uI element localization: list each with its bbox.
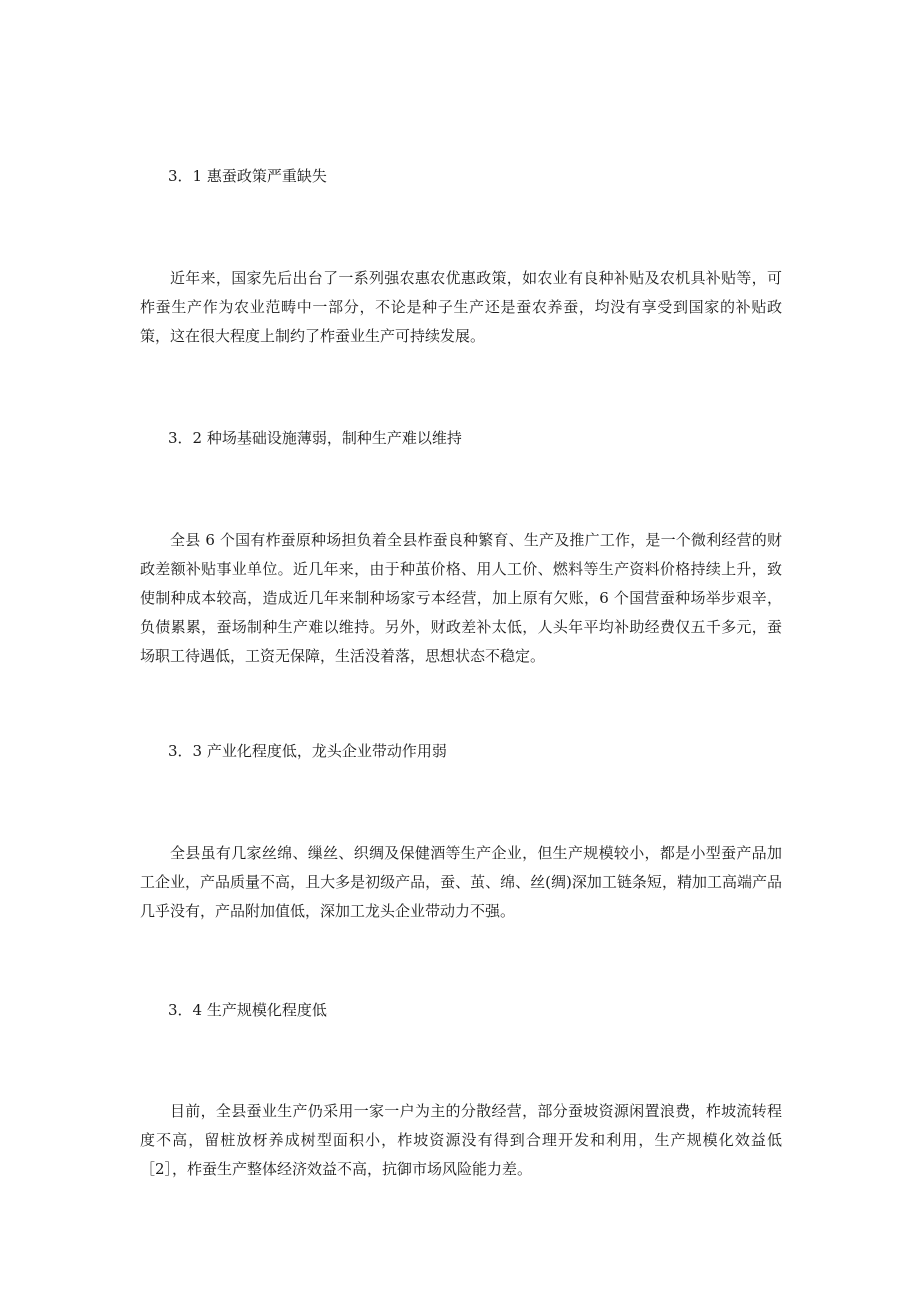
section-heading-3-2: 3．2 种场基础设施薄弱，制种生产难以维持 bbox=[168, 429, 462, 447]
section-paragraph-3-2: 全县 6 个国有柞蚕原种场担负着全县柞蚕良种繁育、生产及推广工作，是一个微利经营的财政差额补贴事业单位。近几年来，由于种茧价格、用人工价、燃料等生产资料价格持续上升，致使制种成本较高，造成近几年来制种场家亏本经营，加上原有欠账，6 个国营蚕种场举步艰辛，负债累累，蚕场制种生产难以维持。另外，财政差补太低，人头年平均补助经费仅五千多元，蚕场职工待遇低，工资无保障，生活没着落，思想状态不稳定。 bbox=[140, 531, 782, 665]
section-paragraph-3-4: 目前，全县蚕业生产仍采用一家一户为主的分散经营，部分蚕坡资源闲置浪费，柞坡流转程度不高，留桩放枒养成树型面积小，柞坡资源没有得到合理开发和利用，生产规模化效益低［2］，柞蚕生产整体经济效益不高，抗御市场风险能力差。 bbox=[140, 1102, 782, 1178]
section-paragraph-3-3: 全县虽有几家丝绵、缫丝、织绸及保健酒等生产企业，但生产规模较小，都是小型蚕产品加工企业，产品质量不高，且大多是初级产品，蚕、茧、绵、丝(绸)深加工链条短，精加工高端产品几乎没有，产品附加值低，深加工龙头企业带动力不强。 bbox=[140, 844, 782, 920]
section-paragraph-3-1: 近年来，国家先后出台了一系列强农惠农优惠政策，如农业有良种补贴及农机具补贴等，可柞蚕生产作为农业范畴中一部分，不论是种子生产还是蚕农养蚕，均没有享受到国家的补贴政策，这在很大程度上制约了柞蚕业生产可持续发展。 bbox=[140, 269, 782, 345]
section-heading-3-3: 3．3 产业化程度低，龙头企业带动作用弱 bbox=[168, 742, 447, 760]
section-heading-3-1: 3．1 惠蚕政策严重缺失 bbox=[168, 167, 327, 185]
section-heading-3-4: 3．4 生产规模化程度低 bbox=[168, 1001, 327, 1019]
